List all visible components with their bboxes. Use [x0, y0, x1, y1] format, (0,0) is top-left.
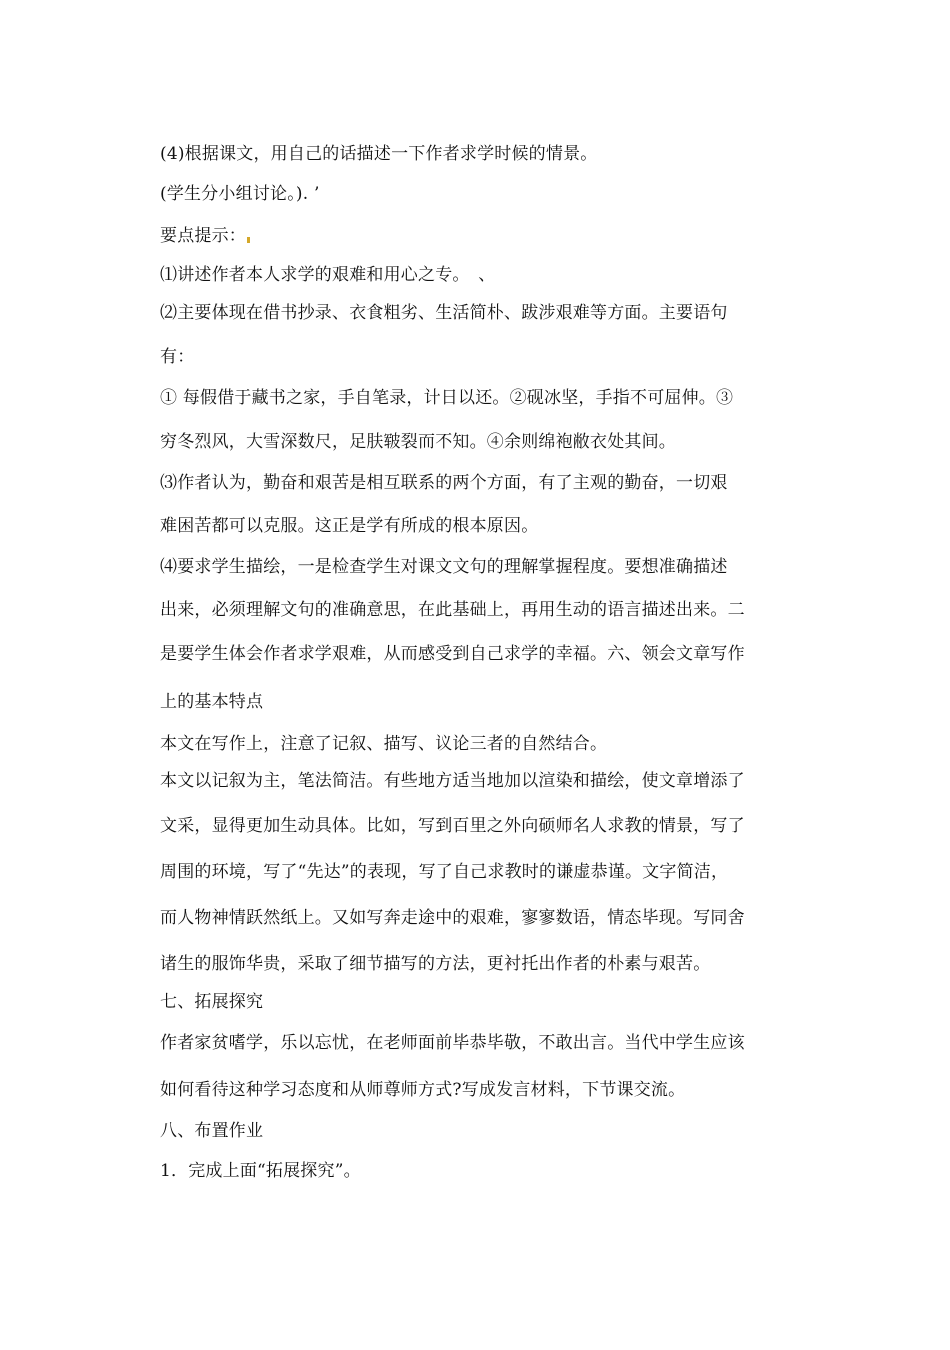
text-line	[160, 225, 800, 247]
text-segment: (学生分小组讨论。)	[160, 184, 303, 204]
text-line: ① 每假借于藏书之家，手自笔录，计日以还。②砚冰坚，手指不可屈伸。③	[160, 388, 734, 408]
mark-dot	[247, 237, 250, 243]
text-line: 周围的环境，写了“先达”的表现，写了自己求教时的谦虚恭谨。文字简洁，	[160, 862, 729, 882]
text-line: 而人物神情跃然纸上。又如写奔走途中的艰难，寥寥数语，情态毕现。写同舍	[160, 908, 745, 928]
text-line: 作者家贫嗜学，乐以忘忧，在老师面前毕恭毕敬，不敢出言。当代中学生应该	[160, 1033, 745, 1053]
section-heading: 八、布置作业	[160, 1121, 264, 1141]
text-line: 1．完成上面“拓展探究”。	[160, 1161, 361, 1181]
text-segment: . ’	[302, 184, 320, 204]
text-line: 本文以记叙为主，笔法简洁。有些地方适当地加以渲染和描绘，使文章增添了	[160, 771, 745, 791]
text-line: 上的基本特点	[160, 692, 264, 712]
text-line: ⑶作者认为，勤奋和艰苦是相互联系的两个方面，有了主观的勤奋，一切艰	[160, 473, 728, 493]
text-line: ⑴讲述作者本人求学的艰难和用心之专。 、	[160, 265, 496, 285]
text-line: 穷冬烈风，大雪深数尺，足肤皲裂而不知。④余则绵袍敝衣处其间。	[160, 432, 676, 452]
text-line: 文采，显得更加生动具体。比如，写到百里之外向硕师名人求教的情景，写了	[160, 816, 745, 836]
text-line: ⑷要求学生描绘，一是检查学生对课文文句的理解掌握程度。要想准确描述	[160, 557, 728, 577]
section-heading: 七、拓展探究	[160, 992, 264, 1012]
text-line: 出来，必须理解文句的准确意思，在此基础上，再用生动的语言描述出来。二	[160, 600, 745, 620]
text-segment: 要点提示：	[160, 226, 246, 246]
text-line: 有：	[160, 347, 195, 367]
text-line: 是要学生体会作者求学艰难，从而感受到自己求学的幸福。六、领会文章写作	[160, 644, 745, 664]
text-line: 难困苦都可以克服。这正是学有所成的根本原因。	[160, 516, 539, 536]
text-line: 如何看待这种学习态度和从师尊师方式?写成发言材料，下节课交流。	[160, 1080, 686, 1100]
text-line: ⑵主要体现在借书抄录、衣食粗劣、生活简朴、跋涉艰难等方面。主要语句	[160, 303, 728, 323]
text-line: (4)根据课文，用自己的话描述一下作者求学时候的情景。	[160, 144, 598, 164]
text-line: 本文在写作上，注意了记叙、描写、议论三者的自然结合。	[160, 734, 608, 754]
text-line	[160, 183, 800, 205]
text-line: 诸生的服饰华贵，采取了细节描写的方法，更衬托出作者的朴素与艰苦。	[160, 954, 711, 974]
